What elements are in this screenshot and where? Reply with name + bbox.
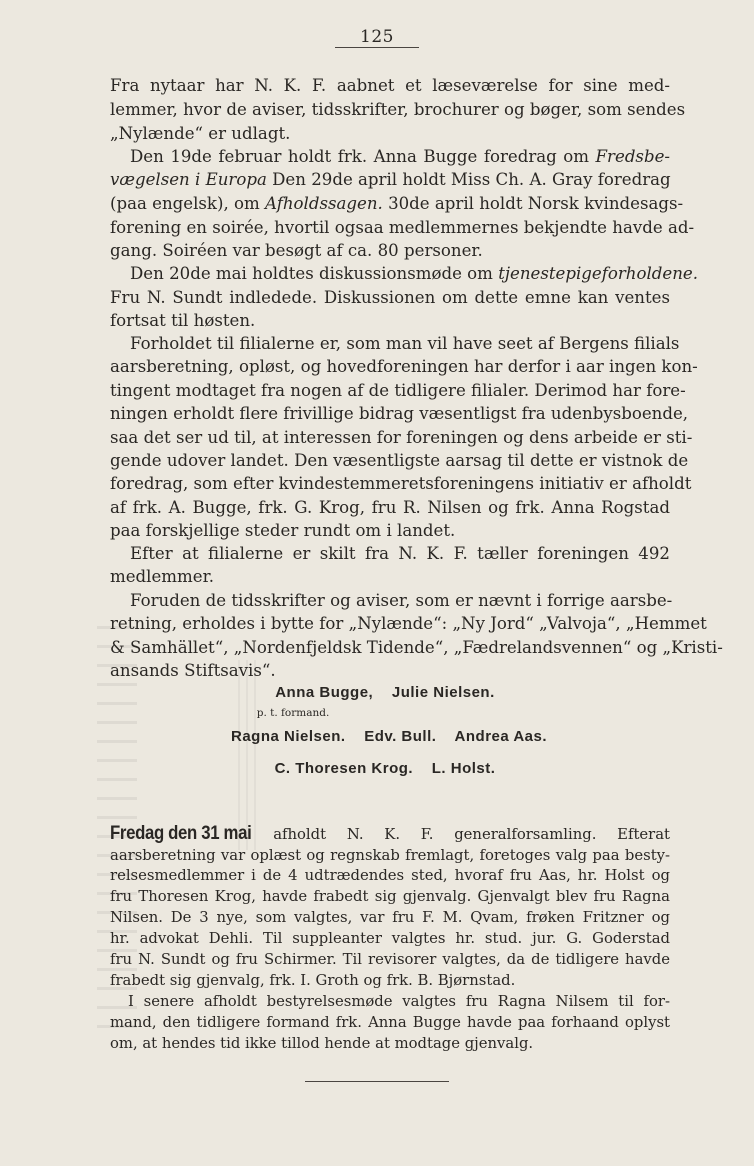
signature-row: C. Thoresen Krog. L. Holst. xyxy=(274,760,496,777)
text-line: mand, den tidligere formand frk. Anna Bugge havde paa forhaand oplyst xyxy=(110,1014,670,1031)
text-line: aarsberetning, opløst, og hovedforeningen har derfor i aar ingen kon- xyxy=(110,357,698,376)
text-line: medlemmer. xyxy=(110,567,214,586)
text-line: ansands Stiftsavis“. xyxy=(110,661,276,680)
text-line: paa forskjellige steder rundt om i landet. xyxy=(110,521,456,540)
text-line: Foruden de tidsskrifter og aviser, som er nævnt i forrige aarsbe- xyxy=(130,591,673,610)
text-line: lemmer, hvor de aviser, tidsskrifter, brochurer og bøger, som sendes xyxy=(110,100,686,119)
text-line: & Samhället“, „Nordenfjeldsk Tidende“, „Fædrelandsvennen“ og „Kristi- xyxy=(110,638,723,657)
text-line: fru N. Sundt og fru Schirmer. Til revisorer valgtes, da de tidligere havde xyxy=(110,951,670,968)
text-line: gang. Soiréen var besøgt af ca. 80 personer. xyxy=(110,241,483,260)
text-line: forening en soirée, hvortil ogsaa medlemmernes bekjendte havde ad- xyxy=(110,218,695,237)
text-line: Nilsen. De 3 nye, som valgtes, var fru F. M. Qvam, frøken Fritzner og xyxy=(110,909,670,926)
text-line: vægelsen i Europa Den 29de april holdt Miss Ch. A. Gray foredrag xyxy=(110,170,671,189)
text-line: Fru N. Sundt indledede. Diskussionen om dette emne kan ventes xyxy=(110,288,670,307)
signature-row: Anna Bugge, Julie Nielsen. xyxy=(275,684,495,701)
text-line: af frk. A. Bugge, frk. G. Krog, fru R. Nilsen og frk. Anna Rogstad xyxy=(110,498,670,517)
text-line: aarsberetning var oplæst og regnskab fremlagt, foretoges valg paa besty- xyxy=(110,847,670,864)
page-number: 125 xyxy=(360,27,394,47)
signature-title: p. t. formand. xyxy=(256,707,330,719)
text-line: relsesmedlemmer i de 4 udtrædendes sted, hvoraf fru Aas, hr. Holst og xyxy=(110,867,670,884)
section-heading: Fredag den 31 mai xyxy=(110,822,252,844)
text-line: foredrag, som efter kvindestemmeretsforeningens initiativ er afholdt xyxy=(110,474,692,493)
text-line: Fra nytaar har N. K. F. aabnet et læseværelse for sine med- xyxy=(110,76,670,95)
text-line: om, at hendes tid ikke tillod hende at modtage gjenvalg. xyxy=(110,1035,534,1052)
text-line: (paa engelsk), om Afholdssagen. 30de april holdt Norsk kvindesags- xyxy=(110,194,684,213)
text-line: ningen erholdt flere frivillige bidrag væsentligst fra udenbysboende, xyxy=(110,404,689,423)
text-line: retning, erholdes i bytte for „Nylænde“: „Ny Jord“ „Valvoja“, „Hemmet xyxy=(110,614,707,633)
text-line: hr. advokat Dehli. Til suppleanter valgtes hr. stud. jur. G. Goderstad xyxy=(110,930,670,947)
text-line: Efter at filialerne er skilt fra N. K. F. tæller foreningen 492 xyxy=(130,544,670,563)
text-line: I senere afholdt bestyrelsesmøde valgtes fru Ragna Nilsem til for- xyxy=(128,993,670,1010)
text-line: Den 20de mai holdtes diskussionsmøde om tjenestepigeforholdene. xyxy=(130,264,698,283)
text-line: Den 19de februar holdt frk. Anna Bugge foredrag om Fredsbe- xyxy=(130,147,670,166)
signature-row: Ragna Nielsen. Edv. Bull. Andrea Aas. xyxy=(230,728,548,745)
text-line: Forholdet til filialerne er, som man vil have seet af Bergens filials xyxy=(130,334,680,353)
text-line: frabedt sig gjenvalg, frk. I. Groth og frk. B. Bjørnstad. xyxy=(110,972,516,989)
footer-rule xyxy=(305,1081,449,1082)
text-line: gende udover landet. Den væsentligste aarsag til dette er vistnok de xyxy=(110,451,689,470)
text-line: fortsat til høsten. xyxy=(110,311,256,330)
text-line: tingent modtaget fra nogen af de tidligere filialer. Derimod har fore- xyxy=(110,381,686,400)
text-line: „Nylænde“ er udlagt. xyxy=(110,124,291,143)
text-line: saa det ser ud til, at interessen for foreningen og dens arbeide er sti- xyxy=(110,428,693,447)
section-heading-line: Fredag den 31 mai afholdt N. K. F. generalforsamling. Efterat xyxy=(110,822,670,844)
text-line: fru Thoresen Krog, havde frabedt sig gjenvalg. Gjenvalgt blev fru Ragna xyxy=(110,888,670,905)
header-rule xyxy=(335,47,419,48)
